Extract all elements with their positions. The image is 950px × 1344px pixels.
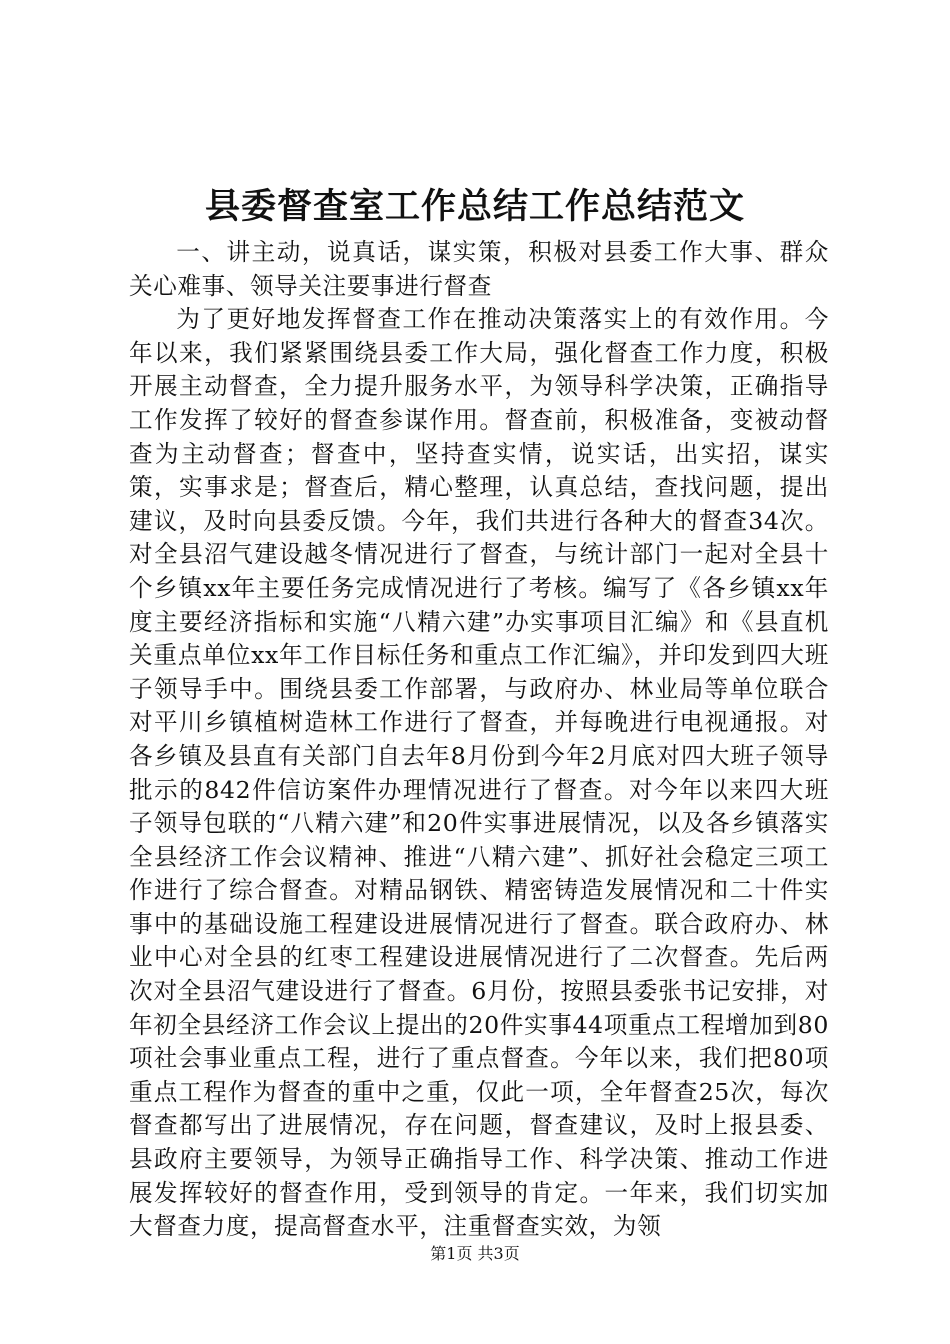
- document-body: [129, 236, 829, 1244]
- document-title: 县委督查室工作总结工作总结范文: [204, 186, 745, 227]
- page-number-footer: 第1页 共3页: [430, 1244, 520, 1263]
- body-paragraph: 为了更好地发挥督查工作在推动决策落实上的有效作用。今年以来，我们紧紧围绕县委工作大局，强化督查工作力度，积极开展主动督查，全力提升服务水平，为领导科学决策，正确指导工作发挥了较好的督查参谋作用。督查前，积极准备，变被动督查为主动督查；督查中，坚持查实情，说实话，出实招，谋实策，实事求是；督查后，精心整理，认真总结，查找问题，提出建议，及时向县委反馈。今年，我们共进行各种大的督查34次。对全县沼气建设越冬情况进行了督查，与统计部门一起对全县十个乡镇xx年主要任务完成情况进行了考核。编写了《各乡镇xx年度主要经济指标和实施“八精六建”办实事项目汇编》和《县直机关重点单位xx年工作目标任务和重点工作汇编》，并印发到四大班子领导手中。围绕县委工作部署，与政府办、林业局等单位联合对平川乡镇植树造林工作进行了督查，并每晚进行电视通报。对各乡镇及县直有关部门自去年8月份到今年2月底对四大班子领导批示的842件信访案件办理情况进行了督查。对今年以来四大班子领导包联的“八精六建”和20件实事进展情况，以及各乡镇落实全县经济工作会议精神、推进“八精六建”、抓好社会稳定三项工作进行了综合督查。对精品钢铁、精密铸造发展情况和二十件实事中的基础设施工程建设进展情况进行了督查。联合政府办、林业中心对全县的红枣工程建设进展情况进行了二次督查。先后两次对全县沼气建设进行了督查。6月份，按照县委张书记安排，对年初全县经济工作会议上提出的20件实事44项重点工程增加到80项社会事业重点工程，进行了重点督查。今年以来，我们把80项重点工程作为督查的重中之重，仅此一项，全年督查25次，每次督查都写出了进展情况，存在问题，督查建议，及时上报县委、县政府主要领导，为领导正确指导工作、科学决策、推动工作进展发挥较好的督查作用，受到领导的肯定。一年来，我们切实加大督查力度，提高督查水平，注重督查实效，为领: [129, 305, 829, 1241]
- section-heading: 一、讲主动，说真话，谋实策，积极对县委工作大事、群众关心难事、领导关注要事进行督查: [129, 238, 829, 300]
